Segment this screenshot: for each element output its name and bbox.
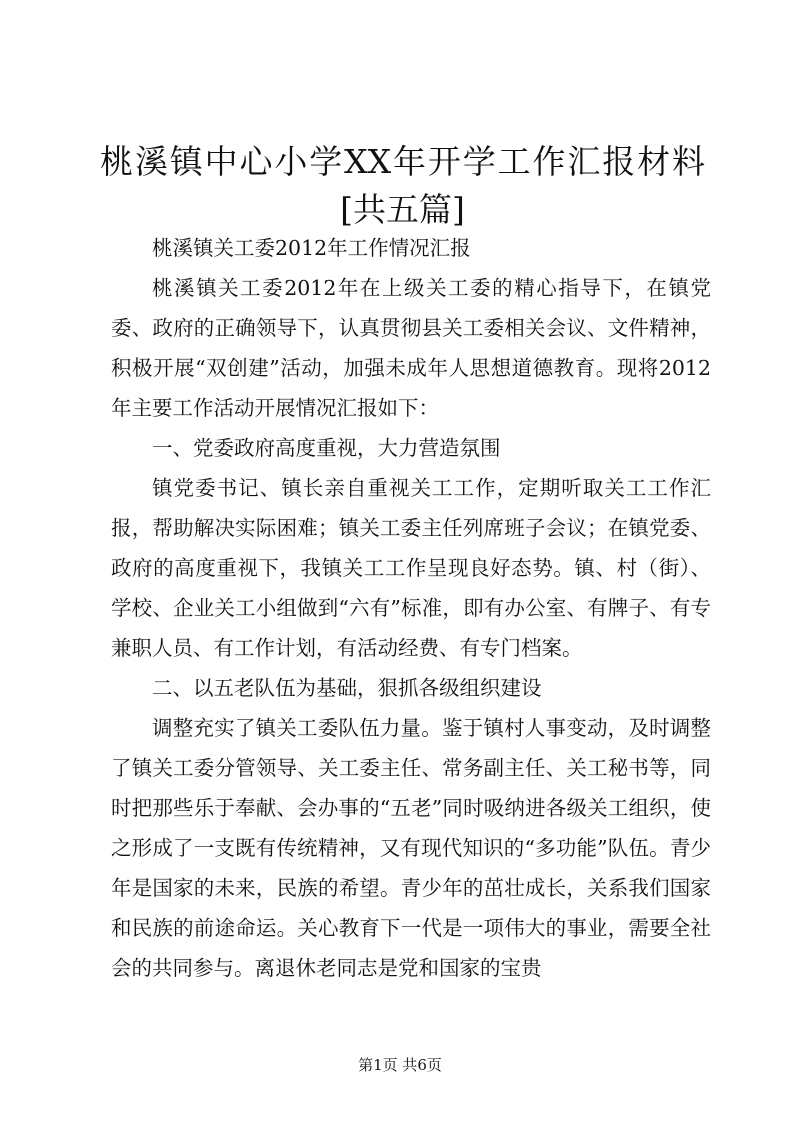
document-body [111,228,711,988]
page-footer: 第1页 共6页 [358,1056,442,1074]
document-title: 桃溪镇中心小学XX年开学工作汇报材料[共五篇] [100,142,705,229]
section-heading-1: 一、党委政府高度重视，大力营造氛围 [152,436,501,460]
subtitle-paragraph: 桃溪镇关工委2012年工作情况汇报 [152,236,471,260]
section-1-paragraph: 镇党委书记、镇长亲自重视关工工作，定期听取关工工作汇报，帮助解决实际困难；镇关工委主任列席班子会议；在镇党委、政府的高度重视下，我镇关工工作呈现良好态势。镇、村（街）、学校、企业关工小组做到“六有”标准，即有办公室、有牌子、有专兼职人员、有工作计划，有活动经费、有专门档案。 [111,476,711,660]
intro-paragraph: 桃溪镇关工委2012年在上级关工委的精心指导下，在镇党委、政府的正确领导下，认真贯彻县关工委相关会议、文件精神，积极开展“双创建”活动，加强未成年人思想道德教育。现将2012年主要工作活动开展情况汇报如下： [111,276,711,420]
section-2-paragraph: 调整充实了镇关工委队伍力量。鉴于镇村人事变动，及时调整了镇关工委分管领导、关工委主任、常务副主任、关工秘书等，同时把那些乐于奉献、会办事的“五老”同时吸纳进各级关工组织，使之形成了一支既有传统精神，又有现代知识的“多功能”队伍。青少年是国家的未来，民族的希望。青少年的茁壮成长，关系我们国家和民族的前途命运。关心教育下一代是一项伟大的事业，需要全社会的共同参与。离退休老同志是党和国家的宝贵 [111,716,711,980]
section-heading-2: 二、以五老队伍为基础，狠抓各级组织建设 [152,676,542,700]
